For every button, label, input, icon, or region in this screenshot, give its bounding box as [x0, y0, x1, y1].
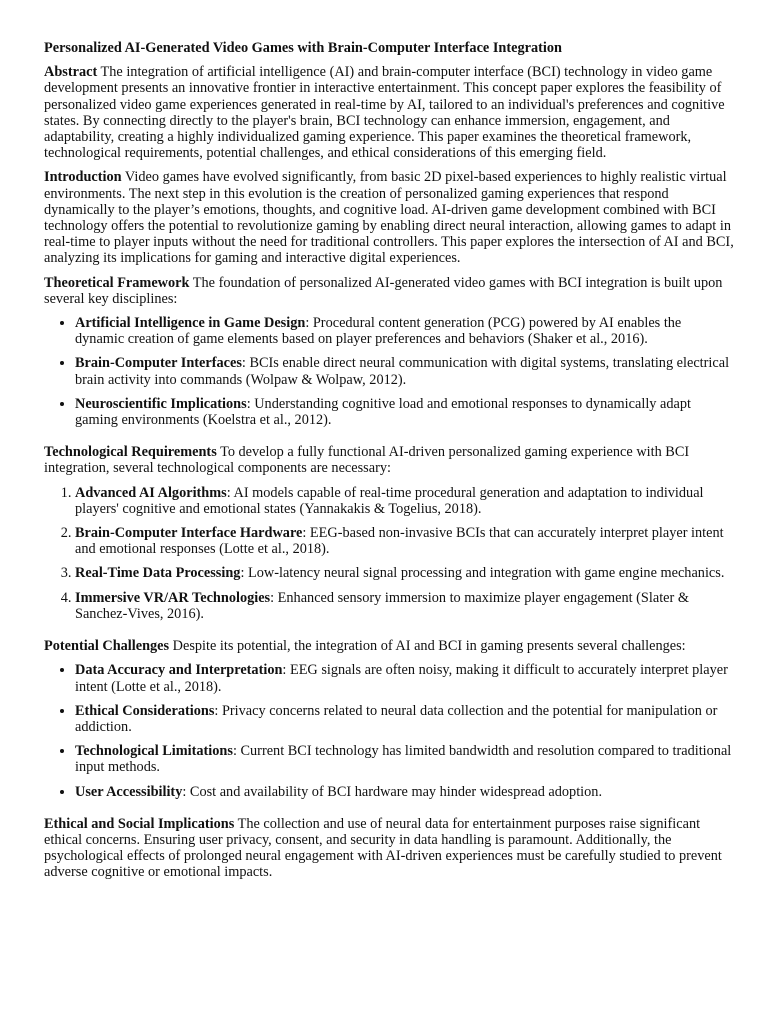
list-item-term: Ethical Considerations	[75, 702, 215, 719]
list-item	[75, 784, 734, 800]
potential-challenges-text: Despite its potential, the integration of AI and BCI in gaming presents several challenges:	[169, 638, 686, 655]
list-item-text: : EEG-based non-invasive BCIs that can accurately interpret player intent and emotional responses (Lotte et al., 2018).	[75, 525, 724, 558]
list-item-text: : Current BCI technology has limited bandwidth and resolution compared to traditional input methods.	[75, 743, 732, 776]
list-item-term: Brain-Computer Interfaces	[75, 355, 242, 372]
list-item-text: : AI models capable of real-time procedural generation and adaptation to individual players' cognitive and emotional states (Yannakakis & Togelius, 2018).	[75, 484, 704, 517]
list-item-text: : Low-latency neural signal processing and integration with game engine mechanics.	[240, 565, 725, 582]
list-item	[75, 703, 734, 735]
list-item	[75, 590, 734, 622]
list-item-term: Artificial Intelligence in Game Design	[75, 315, 306, 332]
list-item-term: Advanced AI Algorithms	[75, 484, 227, 501]
potential-challenges-heading: Potential Challenges	[44, 638, 170, 655]
list-item-term: User Accessibility	[75, 783, 183, 800]
list-item	[75, 396, 734, 428]
list-item-text: : Understanding cognitive load and emotional responses to dynamically adapt gaming environments (Koelstra et al., 2012).	[75, 395, 691, 429]
technological-requirements-heading: Technological Requirements	[44, 444, 217, 461]
list-item	[75, 315, 734, 347]
list-item-text: : BCIs enable direct neural communication with digital systems, translating electrical brain activity into commands (Wolpaw & Wolpaw, 2012).	[75, 355, 730, 388]
abstract-paragraph	[44, 64, 734, 161]
potential-challenges-list	[44, 662, 734, 799]
list-item-text: : Enhanced sensory immersion to maximize player engagement (Slater & Sanchez-Vives, 2016).	[75, 589, 689, 622]
list-item	[75, 485, 734, 517]
list-item-term: Real-Time Data Processing	[75, 565, 241, 582]
technological-requirements-paragraph	[44, 444, 734, 476]
list-item-text: : Privacy concerns related to neural data collection and the potential for manipulation or addiction.	[75, 702, 718, 735]
list-item-term: Data Accuracy and Interpretation	[75, 662, 283, 679]
introduction-text: Video games have evolved significantly, from basic 2D pixel-based experiences to highly realistic virtual environments. The next step in this evolution is the creation of personalized gaming experiences that respond dynamically to the player’s emotions, thoughts, and cognitive load. AI-driven game development combined with BCI technology offers the potential to revolutionize gaming by enabling direct neural interaction, allowing games to adapt in real-time to player inputs without the need for traditional controllers. This paper explores the intersection of AI and BCI, analyzing its implications for gaming and interactive digital experiences.	[44, 169, 734, 267]
theoretical-framework-paragraph	[44, 275, 734, 307]
list-item-text: : EEG signals are often noisy, making it difficult to accurately interpret player intent (Lotte et al., 2018).	[75, 662, 728, 695]
list-item-text: : Procedural content generation (PCG) powered by AI enables the dynamic creation of game elements based on player preferences and behaviors (Shaker et al., 2016).	[75, 315, 682, 348]
abstract-heading: Abstract	[44, 64, 98, 81]
list-item	[75, 743, 734, 775]
theoretical-framework-text: The foundation of personalized AI-generated video games with BCI integration is built upon several key disciplines:	[44, 274, 723, 307]
ethical-social-heading: Ethical and Social Implications	[44, 815, 235, 832]
list-item-term: Brain-Computer Interface Hardware	[75, 525, 303, 542]
introduction-heading: Introduction	[44, 169, 122, 186]
list-item-term: Neuroscientific Implications	[75, 395, 247, 412]
list-item-term: Immersive VR/AR Technologies	[75, 589, 271, 606]
list-item	[75, 662, 734, 694]
theoretical-framework-list	[44, 315, 734, 428]
technological-requirements-text: To develop a fully functional AI-driven personalized gaming experience with BCI integration, several technological components are necessary:	[44, 444, 690, 477]
potential-challenges-paragraph	[44, 638, 734, 654]
list-item-term: Technological Limitations	[75, 743, 233, 760]
list-item-text: : Cost and availability of BCI hardware may hinder widespread adoption.	[182, 783, 603, 800]
list-item	[75, 565, 734, 581]
list-item	[75, 525, 734, 557]
ethical-social-paragraph	[44, 816, 734, 881]
theoretical-framework-heading: Theoretical Framework	[44, 274, 190, 291]
abstract-text: The integration of artificial intelligence (AI) and brain-computer interface (BCI) technology in video game development presents an innovative frontier in interactive entertainment. This concept paper explores the feasibility of personalized video game experiences generated in real-time by AI, tailored to an individual's preferences and cognitive states. By connecting directly to the player's brain, BCI technology can enhance immersion, engagement, and adaptability, creating a highly individualized gaming experience. This paper examines the theoretical framework, technological requirements, potential challenges, and ethical considerations of this emerging field.	[44, 64, 725, 162]
introduction-paragraph	[44, 169, 734, 266]
document-page	[44, 40, 734, 889]
technological-requirements-list	[44, 485, 734, 622]
ethical-social-text: The collection and use of neural data for entertainment purposes raise significant ethical concerns. Ensuring user privacy, consent, and security in data handling is paramount. Additionally, the psychological effects of prolonged neural engagement with AI-driven experiences must be carefully studied to prevent adverse cognitive or emotional impacts.	[44, 815, 722, 881]
document-title: Personalized AI-Generated Video Games with Brain-Computer Interface Integration	[44, 40, 562, 56]
list-item	[75, 355, 734, 387]
